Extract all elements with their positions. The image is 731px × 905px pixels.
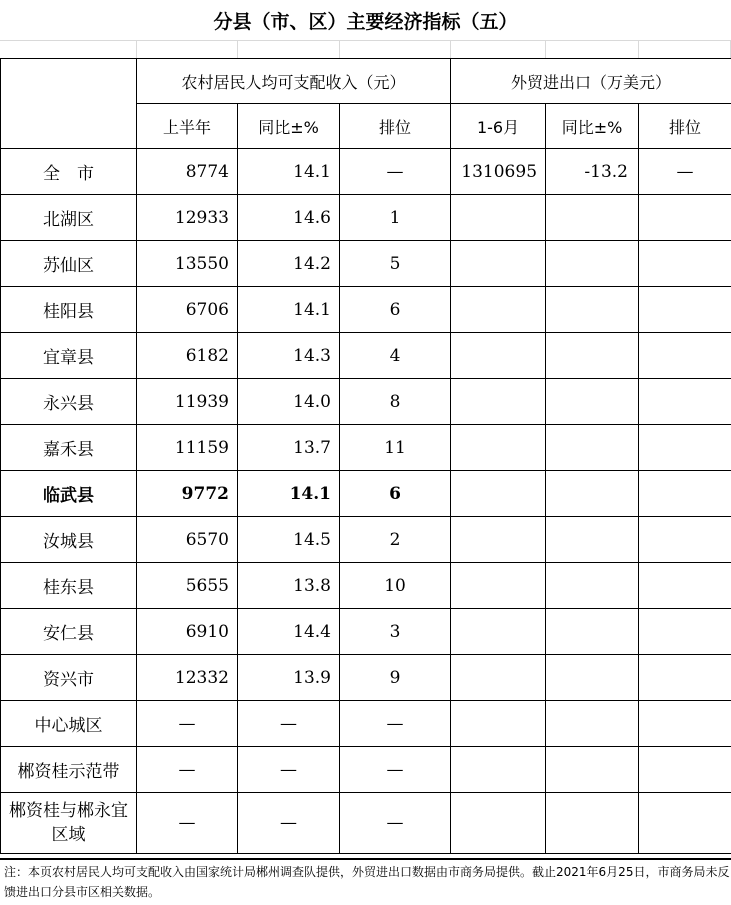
col-header-trade-rank: 排位 bbox=[639, 104, 731, 149]
table-row bbox=[1, 793, 731, 854]
group-header-trade: 外贸进出口（万美元） bbox=[451, 59, 731, 104]
income-value-cell: — bbox=[137, 747, 238, 793]
table-row bbox=[1, 379, 731, 425]
footnote: 注：本页农村居民人均可支配收入由国家统计局郴州调查队提供，外贸进出口数据由市商务局提供。截止2021年6月25日，市商务局未反馈进出口分县市区相关数据。 bbox=[0, 858, 731, 902]
income-value-cell: 6706 bbox=[137, 287, 238, 333]
trade-yoy-cell: -13.2 bbox=[546, 149, 639, 195]
trade-yoy-cell bbox=[546, 563, 639, 609]
income-yoy-cell: 14.1 bbox=[238, 149, 340, 195]
trade-value-cell bbox=[451, 379, 546, 425]
income-value-cell: 12332 bbox=[137, 655, 238, 701]
table-row bbox=[1, 701, 731, 747]
trade-rank-cell bbox=[639, 241, 731, 287]
trade-yoy-cell bbox=[546, 425, 639, 471]
table-row bbox=[1, 287, 731, 333]
region-name-cell: 郴资桂示范带 bbox=[1, 747, 137, 793]
col-header-income-h1: 上半年 bbox=[137, 104, 238, 149]
income-rank-cell: — bbox=[340, 747, 451, 793]
income-yoy-cell: 14.1 bbox=[238, 287, 340, 333]
trade-rank-cell bbox=[639, 609, 731, 655]
income-yoy-cell: — bbox=[238, 793, 340, 854]
col-header-income-rank: 排位 bbox=[340, 104, 451, 149]
trade-rank-cell bbox=[639, 195, 731, 241]
income-rank-cell: 3 bbox=[340, 609, 451, 655]
income-rank-cell: 6 bbox=[340, 287, 451, 333]
trade-rank-cell bbox=[639, 471, 731, 517]
income-value-cell: 12933 bbox=[137, 195, 238, 241]
region-name-cell: 永兴县 bbox=[1, 379, 137, 425]
trade-rank-cell: — bbox=[639, 149, 731, 195]
region-name-cell: 桂东县 bbox=[1, 563, 137, 609]
income-yoy-cell: — bbox=[238, 701, 340, 747]
table-row bbox=[1, 655, 731, 701]
trade-value-cell bbox=[451, 471, 546, 517]
indicator-table bbox=[0, 58, 731, 854]
trade-rank-cell bbox=[639, 287, 731, 333]
income-rank-cell: 8 bbox=[340, 379, 451, 425]
trade-yoy-cell bbox=[546, 195, 639, 241]
table-row bbox=[1, 471, 731, 517]
trade-yoy-cell bbox=[546, 793, 639, 854]
table-row bbox=[1, 425, 731, 471]
trade-rank-cell bbox=[639, 747, 731, 793]
table-row bbox=[1, 517, 731, 563]
region-name-cell: 嘉禾县 bbox=[1, 425, 137, 471]
income-yoy-cell: 14.3 bbox=[238, 333, 340, 379]
income-rank-cell: — bbox=[340, 701, 451, 747]
col-header-trade-period: 1-6月 bbox=[451, 104, 546, 149]
region-name-cell: 桂阳县 bbox=[1, 287, 137, 333]
trade-rank-cell bbox=[639, 517, 731, 563]
trade-rank-cell bbox=[639, 793, 731, 854]
trade-yoy-cell bbox=[546, 747, 639, 793]
table-row bbox=[1, 195, 731, 241]
trade-yoy-cell bbox=[546, 655, 639, 701]
group-header-income: 农村居民人均可支配收入（元） bbox=[137, 59, 451, 104]
trade-rank-cell bbox=[639, 425, 731, 471]
trade-rank-cell bbox=[639, 701, 731, 747]
region-name-cell: 汝城县 bbox=[1, 517, 137, 563]
trade-value-cell bbox=[451, 287, 546, 333]
income-yoy-cell: — bbox=[238, 747, 340, 793]
income-yoy-cell: 14.4 bbox=[238, 609, 340, 655]
income-rank-cell: — bbox=[340, 149, 451, 195]
trade-yoy-cell bbox=[546, 379, 639, 425]
trade-yoy-cell bbox=[546, 609, 639, 655]
col-header-trade-yoy: 同比±% bbox=[546, 104, 639, 149]
income-yoy-cell: 13.7 bbox=[238, 425, 340, 471]
income-rank-cell: 4 bbox=[340, 333, 451, 379]
spacer-row bbox=[0, 40, 731, 59]
income-yoy-cell: 13.8 bbox=[238, 563, 340, 609]
table-row bbox=[1, 563, 731, 609]
income-yoy-cell: 14.2 bbox=[238, 241, 340, 287]
region-name-cell: 苏仙区 bbox=[1, 241, 137, 287]
income-yoy-cell: 14.6 bbox=[238, 195, 340, 241]
income-rank-cell: 1 bbox=[340, 195, 451, 241]
col-header-income-yoy: 同比±% bbox=[238, 104, 340, 149]
income-rank-cell: 9 bbox=[340, 655, 451, 701]
trade-value-cell bbox=[451, 793, 546, 854]
trade-yoy-cell bbox=[546, 471, 639, 517]
income-rank-cell: 2 bbox=[340, 517, 451, 563]
trade-yoy-cell bbox=[546, 701, 639, 747]
table-row bbox=[1, 149, 731, 195]
trade-value-cell bbox=[451, 563, 546, 609]
trade-yoy-cell bbox=[546, 333, 639, 379]
trade-yoy-cell bbox=[546, 241, 639, 287]
income-value-cell: 6182 bbox=[137, 333, 238, 379]
trade-rank-cell bbox=[639, 563, 731, 609]
trade-value-cell bbox=[451, 609, 546, 655]
income-value-cell: 9772 bbox=[137, 471, 238, 517]
income-value-cell: 8774 bbox=[137, 149, 238, 195]
trade-value-cell bbox=[451, 195, 546, 241]
income-value-cell: 5655 bbox=[137, 563, 238, 609]
income-yoy-cell: 14.1 bbox=[238, 471, 340, 517]
table-row bbox=[1, 747, 731, 793]
region-name-cell: 中心城区 bbox=[1, 701, 137, 747]
trade-value-cell bbox=[451, 425, 546, 471]
income-value-cell: 13550 bbox=[137, 241, 238, 287]
trade-rank-cell bbox=[639, 379, 731, 425]
income-rank-cell: 6 bbox=[340, 471, 451, 517]
income-value-cell: 11159 bbox=[137, 425, 238, 471]
region-name-cell: 资兴市 bbox=[1, 655, 137, 701]
trade-rank-cell bbox=[639, 655, 731, 701]
corner-cell bbox=[1, 59, 137, 149]
table-row bbox=[1, 609, 731, 655]
trade-rank-cell bbox=[639, 333, 731, 379]
region-name-cell: 宜章县 bbox=[1, 333, 137, 379]
region-name-cell: 北湖区 bbox=[1, 195, 137, 241]
trade-value-cell bbox=[451, 517, 546, 563]
region-name-cell: 全 市 bbox=[1, 149, 137, 195]
income-value-cell: 6910 bbox=[137, 609, 238, 655]
trade-value-cell bbox=[451, 701, 546, 747]
income-rank-cell: — bbox=[340, 793, 451, 854]
income-yoy-cell: 14.0 bbox=[238, 379, 340, 425]
income-value-cell: 6570 bbox=[137, 517, 238, 563]
region-name-cell: 郴资桂与郴永宜区域 bbox=[1, 793, 137, 854]
income-rank-cell: 11 bbox=[340, 425, 451, 471]
table-row bbox=[1, 241, 731, 287]
page-title: 分县（市、区）主要经济指标（五） bbox=[213, 10, 518, 33]
income-value-cell: — bbox=[137, 793, 238, 854]
income-yoy-cell: 14.5 bbox=[238, 517, 340, 563]
income-value-cell: 11939 bbox=[137, 379, 238, 425]
trade-value-cell: 1310695 bbox=[451, 149, 546, 195]
income-value-cell: — bbox=[137, 701, 238, 747]
region-name-cell: 安仁县 bbox=[1, 609, 137, 655]
trade-value-cell bbox=[451, 333, 546, 379]
table-row bbox=[1, 333, 731, 379]
income-yoy-cell: 13.9 bbox=[238, 655, 340, 701]
trade-value-cell bbox=[451, 241, 546, 287]
income-rank-cell: 10 bbox=[340, 563, 451, 609]
trade-yoy-cell bbox=[546, 287, 639, 333]
region-name-cell: 临武县 bbox=[1, 471, 137, 517]
trade-value-cell bbox=[451, 747, 546, 793]
trade-value-cell bbox=[451, 655, 546, 701]
trade-yoy-cell bbox=[546, 517, 639, 563]
income-rank-cell: 5 bbox=[340, 241, 451, 287]
